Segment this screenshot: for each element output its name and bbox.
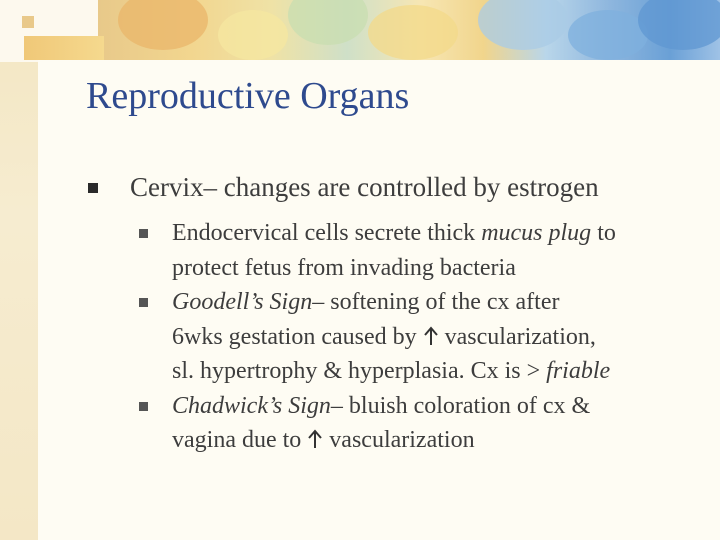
sub-bullet-marker xyxy=(139,402,148,411)
emphasis-text: mucus plug xyxy=(481,220,592,246)
sub-bullet-line xyxy=(172,423,475,457)
line-text: – softening of the cx after xyxy=(312,289,560,315)
sub-bullet-line xyxy=(172,216,616,250)
line-text: vascularization xyxy=(323,427,475,453)
corner-decoration xyxy=(22,16,34,28)
emphasis-text: Goodell’s Sign xyxy=(172,289,313,315)
up-arrow-icon xyxy=(307,425,323,445)
up-arrow-icon xyxy=(423,322,439,342)
bullet-marker xyxy=(88,183,98,193)
sub-bullet-line xyxy=(172,354,610,388)
bullet-text-cervix: Cervix– changes are controlled by estrogen xyxy=(130,172,599,202)
line-text: vascularization, xyxy=(438,323,596,350)
line-text: protect fetus from invading bacteria xyxy=(172,254,516,281)
header-collage-image xyxy=(98,0,720,60)
sub-bullet-marker xyxy=(139,298,148,307)
sub-bullet-marker xyxy=(139,229,148,238)
sub-bullet-line xyxy=(172,320,596,354)
emphasis-text: Chadwick’s Sign xyxy=(172,392,331,419)
sub-bullet-line xyxy=(172,251,516,285)
line-text: to xyxy=(591,220,616,246)
emphasis-text: friable xyxy=(546,358,611,384)
slide-title: Reproductive Organs xyxy=(86,75,410,117)
line-text: sl. hypertrophy & hyperplasia. Cx is > xyxy=(172,358,547,384)
header-left-tab xyxy=(24,36,104,60)
sub-bullet-line xyxy=(172,285,559,319)
left-decorative-band xyxy=(0,0,38,540)
line-text: 6wks gestation caused by xyxy=(172,323,423,350)
sub-bullet-line xyxy=(172,389,590,423)
line-text: – bluish coloration of cx & xyxy=(330,392,591,419)
line-text: vagina due to xyxy=(172,427,308,453)
line-text: Endocervical cells secrete thick xyxy=(172,220,482,246)
